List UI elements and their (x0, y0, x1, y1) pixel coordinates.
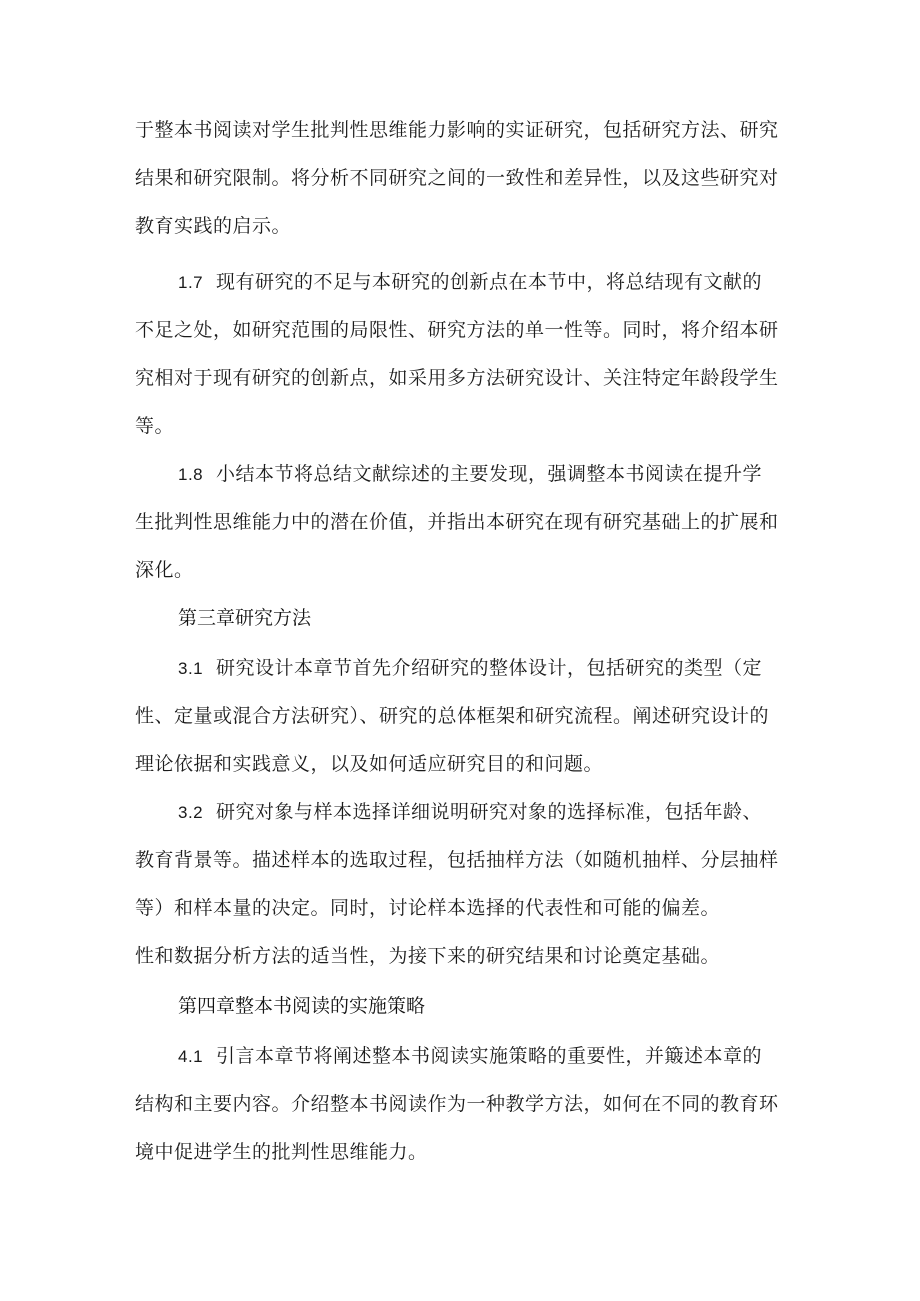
section-text: 现有研究的不足与本研究的创新点在本节中，将总结现有文献的 (216, 271, 763, 293)
text-line: 深化。 (135, 559, 194, 581)
text-line: 理论依据和实践意义，以及如何适应研究目的和问题。 (135, 753, 604, 775)
section-number: 1.8 (178, 465, 204, 484)
section-number: 3.1 (178, 659, 204, 678)
text-line: 等。 (135, 415, 175, 437)
text-line: 境中促进学生的批判性思维能力。 (135, 1141, 428, 1163)
text-line: 性和数据分析方法的适当性，为接下来的研究结果和讨论奠定基础。 (135, 945, 721, 967)
text-line: 不足之处，如研究范围的局限性、研究方法的单一性等。同时，将介绍本研 (135, 319, 779, 341)
text-line: 教育背景等。描述样本的选取过程，包括抽样方法（如随机抽样、分层抽样 (135, 849, 779, 871)
text-line: 生批判性思维能力中的潜在价值，并指出本研究在现有研究基础上的扩展和 (135, 511, 779, 533)
section-text: 研究设计本章节首先介绍研究的整体设计，包括研究的类型（定 (216, 657, 763, 679)
text-line: 结果和研究限制。将分析不同研究之间的一致性和差异性，以及这些研究对 (135, 167, 779, 189)
text-line: 究相对于现有研究的创新点，如采用多方法研究设计、关注特定年龄段学生 (135, 367, 779, 389)
text-line (178, 800, 762, 825)
text-line: 于整本书阅读对学生批判性思维能力影响的实证研究，包括研究方法、研究 (135, 119, 779, 141)
section-number: 1.7 (178, 273, 204, 292)
text-line (178, 1044, 762, 1069)
text-line (178, 656, 762, 681)
section-number: 3.2 (178, 803, 204, 822)
section-text: 小结本节将总结文献综述的主要发现，强调整本书阅读在提升学 (216, 463, 763, 485)
chapter-heading: 第四章整本书阅读的实施策略 (178, 995, 426, 1017)
section-number: 4.1 (178, 1047, 204, 1066)
chapter-heading: 第三章研究方法 (178, 607, 312, 629)
text-line: 结构和主要内容。介绍整本书阅读作为一种教学方法，如何在不同的教育环 (135, 1093, 779, 1115)
text-line: 性、定量或混合方法研究）、研究的总体框架和研究流程。阐述研究设计的 (135, 705, 770, 727)
text-line (178, 270, 762, 295)
text-line: 教育实践的启示。 (135, 215, 292, 237)
section-text: 研究对象与样本选择详细说明研究对象的选择标准，包括年龄、 (216, 801, 763, 823)
section-text: 引言本章节将阐述整本书阅读实施策略的重要性，并簸述本章的 (216, 1045, 763, 1067)
text-line: 等）和样本量的决定。同时，讨论样本选择的代表性和可能的偏差。 (135, 897, 721, 919)
text-line (178, 462, 762, 487)
